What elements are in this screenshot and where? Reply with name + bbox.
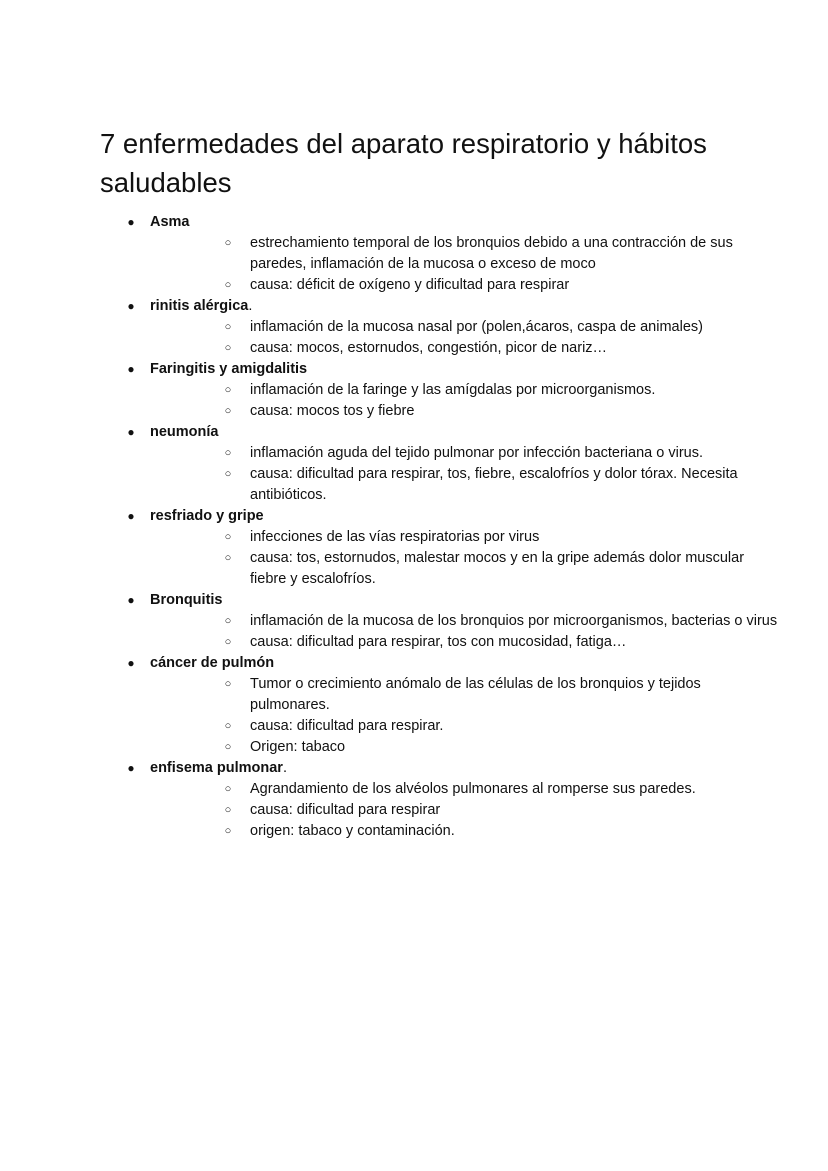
circle-bullet-icon: ○ bbox=[224, 678, 232, 690]
disease-item bbox=[100, 212, 740, 296]
document-page bbox=[100, 124, 778, 842]
bullet-icon: ● bbox=[127, 593, 135, 607]
detail-list bbox=[150, 779, 740, 842]
disease-name: Asma bbox=[150, 214, 190, 230]
disease-item bbox=[100, 296, 740, 359]
detail-item bbox=[150, 779, 780, 800]
circle-bullet-icon: ○ bbox=[224, 321, 232, 333]
detail-list bbox=[150, 443, 740, 506]
detail-item bbox=[150, 317, 780, 338]
disease-name: cáncer de pulmón bbox=[150, 655, 275, 671]
detail-item bbox=[150, 800, 780, 821]
detail-list bbox=[150, 611, 778, 653]
circle-bullet-icon: ○ bbox=[224, 741, 232, 753]
bullet-icon: ● bbox=[127, 425, 135, 439]
circle-bullet-icon: ○ bbox=[224, 405, 232, 417]
circle-bullet-icon: ○ bbox=[224, 615, 232, 627]
disease-item bbox=[100, 590, 778, 653]
bullet-icon: ● bbox=[127, 761, 135, 775]
disease-item bbox=[100, 653, 740, 758]
circle-bullet-icon: ○ bbox=[224, 342, 232, 354]
circle-bullet-icon: ○ bbox=[224, 447, 232, 459]
detail-item bbox=[150, 464, 780, 506]
detail-text: origen: tabaco y contaminación. bbox=[250, 823, 455, 839]
document-title: 7 enfermedades del aparato respiratorio y hábitos saludables bbox=[100, 128, 707, 198]
detail-text: causa: dificultad para respirar bbox=[250, 802, 441, 818]
detail-text: infecciones de las vías respiratorias por virus bbox=[250, 529, 540, 545]
detail-text: causa: tos, estornudos, malestar mocos y en la gripe además dolor muscular fiebre y escalofríos. bbox=[250, 550, 745, 587]
detail-text: inflamación de la mucosa nasal por (polen,ácaros, caspa de animales) bbox=[250, 319, 703, 335]
circle-bullet-icon: ○ bbox=[224, 552, 232, 564]
disease-name: neumonía bbox=[150, 424, 219, 440]
circle-bullet-icon: ○ bbox=[224, 279, 232, 291]
circle-bullet-icon: ○ bbox=[224, 720, 232, 732]
detail-list bbox=[150, 233, 740, 296]
detail-text: inflamación aguda del tejido pulmonar por infección bacteriana o virus. bbox=[250, 445, 703, 461]
detail-text: Origen: tabaco bbox=[250, 739, 346, 755]
disease-name: rinitis alérgica bbox=[150, 298, 249, 314]
disease-item bbox=[100, 359, 740, 422]
disease-name: Faringitis y amigdalitis bbox=[150, 361, 308, 377]
detail-item bbox=[150, 401, 780, 422]
detail-item bbox=[150, 380, 780, 401]
disease-list bbox=[100, 212, 778, 842]
circle-bullet-icon: ○ bbox=[224, 468, 232, 480]
circle-bullet-icon: ○ bbox=[224, 636, 232, 648]
disease-item bbox=[100, 758, 740, 842]
detail-item bbox=[150, 611, 780, 632]
circle-bullet-icon: ○ bbox=[224, 825, 232, 837]
bullet-icon: ● bbox=[127, 215, 135, 229]
detail-list bbox=[150, 380, 740, 422]
detail-list bbox=[150, 317, 740, 359]
detail-item bbox=[150, 548, 780, 590]
bullet-icon: ● bbox=[127, 656, 135, 670]
detail-text: Tumor o crecimiento anómalo de las células de los bronquios y tejidos pulmonares. bbox=[250, 676, 701, 713]
disease-name-suffix: . bbox=[282, 760, 287, 776]
detail-text: estrechamiento temporal de los bronquios debido a una contracción de sus paredes, inflamación de la mucosa o exceso de moco bbox=[250, 235, 733, 272]
circle-bullet-icon: ○ bbox=[224, 237, 232, 249]
detail-item bbox=[150, 674, 780, 716]
detail-item bbox=[150, 443, 780, 464]
detail-item bbox=[150, 275, 780, 296]
detail-list bbox=[150, 674, 740, 758]
bullet-icon: ● bbox=[127, 362, 135, 376]
detail-text: inflamación de la mucosa de los bronquios por microorganismos, bacterias o virus bbox=[250, 613, 778, 629]
detail-item bbox=[150, 233, 780, 275]
disease-name-suffix: . bbox=[248, 298, 253, 314]
circle-bullet-icon: ○ bbox=[224, 804, 232, 816]
detail-item bbox=[150, 737, 780, 758]
disease-item bbox=[100, 422, 740, 506]
disease-item bbox=[100, 506, 745, 590]
circle-bullet-icon: ○ bbox=[224, 783, 232, 795]
detail-text: causa: dificultad para respirar, tos, fiebre, escalofríos y dolor tórax. Necesita antibióticos. bbox=[250, 466, 738, 503]
bullet-icon: ● bbox=[127, 509, 135, 523]
detail-text: causa: dificultad para respirar, tos con mucosidad, fatiga… bbox=[250, 634, 627, 650]
detail-text: inflamación de la faringe y las amígdalas por microorganismos. bbox=[250, 382, 656, 398]
detail-list bbox=[150, 527, 745, 590]
circle-bullet-icon: ○ bbox=[224, 531, 232, 543]
detail-text: causa: déficit de oxígeno y dificultad para respirar bbox=[250, 277, 570, 293]
detail-item bbox=[150, 716, 780, 737]
disease-name: resfriado y gripe bbox=[150, 508, 264, 524]
detail-item bbox=[150, 821, 780, 842]
disease-name: enfisema pulmonar bbox=[150, 760, 283, 776]
disease-name: Bronquitis bbox=[150, 592, 223, 608]
detail-text: causa: mocos, estornudos, congestión, picor de nariz… bbox=[250, 340, 608, 356]
bullet-icon: ● bbox=[127, 299, 135, 313]
circle-bullet-icon: ○ bbox=[224, 384, 232, 396]
detail-text: causa: mocos tos y fiebre bbox=[250, 403, 415, 419]
detail-item bbox=[150, 527, 780, 548]
detail-item bbox=[150, 632, 780, 653]
detail-item bbox=[150, 338, 780, 359]
detail-text: causa: dificultad para respirar. bbox=[250, 718, 444, 734]
detail-text: Agrandamiento de los alvéolos pulmonares al romperse sus paredes. bbox=[250, 781, 696, 797]
